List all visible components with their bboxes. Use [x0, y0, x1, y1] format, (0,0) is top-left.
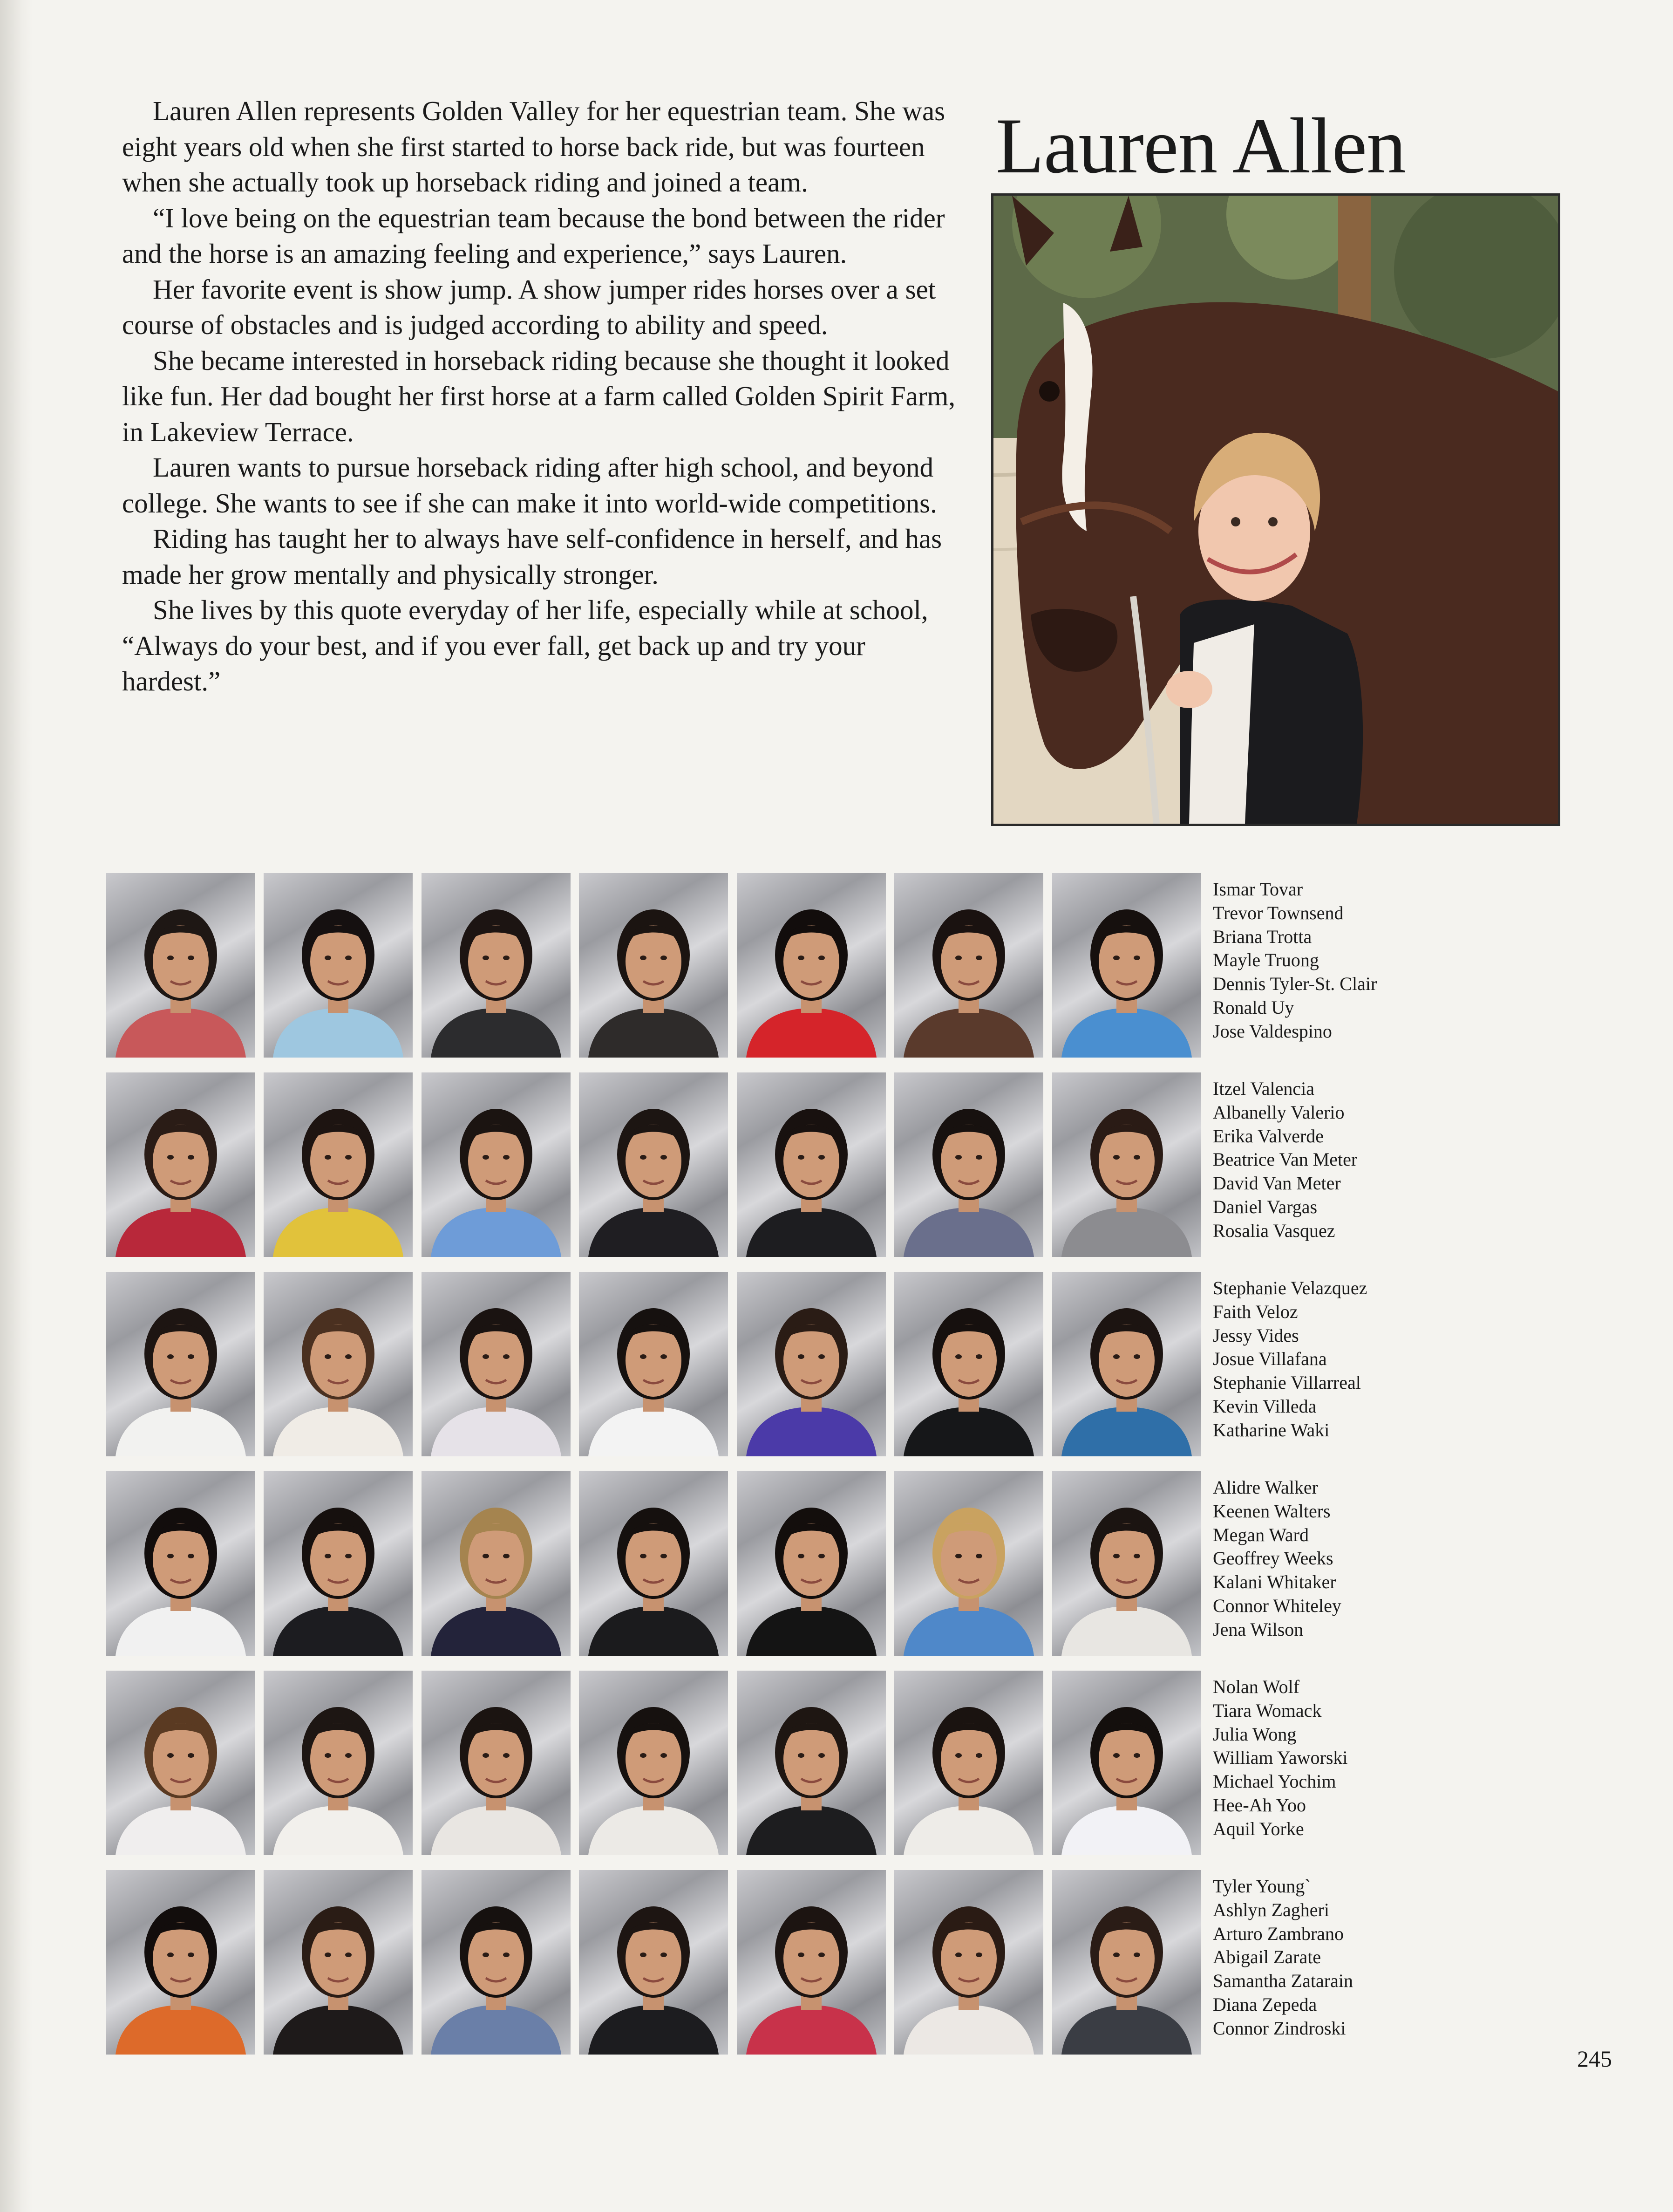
student-portrait	[894, 1072, 1043, 1257]
student-name: Itzel Valencia	[1213, 1078, 1315, 1099]
portrait-photo	[1052, 873, 1201, 1058]
story-paragraph: Lauren Allen represents Golden Valley for her equestrian team. She was eight years old when she first started to horse back ride, but was fourteen when she actually took up horseback riding and joined a team.	[122, 96, 945, 198]
portrait-photo	[579, 1272, 728, 1456]
name-list	[1213, 1875, 1353, 2041]
student-name: Connor Zindroski	[1213, 2017, 1346, 2039]
student-portrait	[264, 1870, 413, 2055]
portrait-photo	[894, 1272, 1043, 1456]
portrait-photo	[106, 873, 255, 1058]
portrait-photo	[106, 1870, 255, 2055]
student-name: Briana Trotta	[1213, 926, 1312, 947]
feature-title: Lauren Allen	[996, 102, 1406, 190]
portrait-photo	[737, 1272, 886, 1456]
story-paragraph: She became interested in horseback riding because she thought it looked like fun. Her dad bought her first horse at a farm called Golden Spirit Farm, in Lakeview Terrace.	[122, 345, 956, 447]
student-portrait	[737, 1870, 886, 2055]
student-name: Geoffrey Weeks	[1213, 1548, 1333, 1569]
student-name: Connor Whiteley	[1213, 1595, 1341, 1616]
student-name: Beatrice Van Meter	[1213, 1149, 1358, 1170]
student-portrait	[264, 1671, 413, 1855]
student-name: Stephanie Villarreal	[1213, 1372, 1361, 1393]
student-name: Trevor Townsend	[1213, 902, 1344, 923]
story-paragraph: “I love being on the equestrian team because the bond between the rider and the horse is an amazing feeling and experience,” says Lauren.	[122, 202, 945, 269]
portrait-row	[106, 1272, 1201, 1458]
story-paragraph: Her favorite event is show jump. A show jumper rides horses over a set course of obstacles and is judged according to ability and speed.	[122, 273, 936, 340]
student-portrait	[579, 1870, 728, 2055]
portrait-photo	[422, 1870, 571, 2055]
student-portrait	[737, 873, 886, 1058]
portrait-photo	[1052, 1671, 1201, 1855]
portrait-photo	[106, 1471, 255, 1656]
portrait-photo	[579, 873, 728, 1058]
story-paragraph: Lauren wants to pursue horseback riding after high school, and beyond college. She wants to see if she can make it into world-wide competitions.	[122, 452, 937, 519]
student-portrait	[1052, 1072, 1201, 1257]
student-portrait	[106, 873, 255, 1058]
portrait-row	[106, 1072, 1201, 1259]
student-name: Erika Valverde	[1213, 1125, 1324, 1147]
page-number: 245	[1577, 2046, 1612, 2072]
student-name: Dennis Tyler-St. Clair	[1213, 973, 1377, 995]
portrait-photo	[1052, 1870, 1201, 2055]
student-portrait	[106, 1671, 255, 1855]
student-portrait	[894, 873, 1043, 1058]
student-portrait	[264, 1471, 413, 1656]
portrait-photo	[106, 1072, 255, 1257]
name-list	[1213, 878, 1377, 1044]
student-portrait	[422, 1272, 571, 1456]
portrait-photo	[737, 873, 886, 1058]
student-portrait	[579, 1072, 728, 1257]
student-name: Katharine Waki	[1213, 1419, 1330, 1441]
student-name: Hee-Ah Yoo	[1213, 1794, 1306, 1816]
feature-photo-image	[993, 196, 1558, 824]
student-portrait	[737, 1272, 886, 1456]
student-portrait	[737, 1671, 886, 1855]
portrait-photo	[422, 873, 571, 1058]
student-portrait	[422, 873, 571, 1058]
student-portrait	[579, 873, 728, 1058]
student-name: Aquil Yorke	[1213, 1818, 1304, 1839]
student-portrait	[106, 1870, 255, 2055]
student-name: William Yaworski	[1213, 1747, 1348, 1768]
feature-story	[122, 93, 970, 699]
student-portrait	[264, 1272, 413, 1456]
student-name: Jena Wilson	[1213, 1618, 1304, 1640]
student-name: Kevin Villeda	[1213, 1395, 1317, 1417]
student-portrait	[422, 1671, 571, 1855]
student-portrait	[737, 1072, 886, 1257]
student-name: Alidre Walker	[1213, 1477, 1318, 1498]
student-name: Ronald Uy	[1213, 997, 1294, 1018]
portrait-row	[106, 1870, 1201, 2056]
portrait-photo	[422, 1471, 571, 1656]
student-name: Michael Yochim	[1213, 1771, 1336, 1792]
portrait-photo	[894, 1870, 1043, 2055]
student-name: Jose Valdespino	[1213, 1020, 1332, 1042]
name-list	[1213, 1077, 1357, 1243]
student-name: Julia Wong	[1213, 1723, 1297, 1745]
student-name: Jessy Vides	[1213, 1324, 1299, 1346]
student-name: Tyler Young`	[1213, 1876, 1311, 1897]
student-name: Daniel Vargas	[1213, 1196, 1318, 1217]
student-portrait	[106, 1072, 255, 1257]
page-binding-shadow	[0, 0, 33, 2212]
name-list	[1213, 1476, 1341, 1642]
portrait-photo	[264, 1671, 413, 1855]
student-name: Ashlyn Zagheri	[1213, 1899, 1329, 1920]
portrait-row	[106, 1671, 1201, 1857]
student-portrait	[894, 1870, 1043, 2055]
portrait-photo	[422, 1272, 571, 1456]
portrait-photo	[422, 1072, 571, 1257]
student-portrait	[106, 1272, 255, 1456]
student-name: Mayle Truong	[1213, 949, 1319, 971]
student-name: Arturo Zambrano	[1213, 1923, 1344, 1944]
portrait-photo	[1052, 1272, 1201, 1456]
student-portrait	[894, 1471, 1043, 1656]
student-name: Abigail Zarate	[1213, 1946, 1321, 1968]
student-portrait	[1052, 873, 1201, 1058]
portrait-photo	[1052, 1072, 1201, 1257]
student-portrait	[894, 1671, 1043, 1855]
student-name: Rosalia Vasquez	[1213, 1220, 1335, 1241]
portrait-photo	[737, 1072, 886, 1257]
student-name: Nolan Wolf	[1213, 1676, 1300, 1697]
student-portrait	[1052, 1272, 1201, 1456]
student-name: Tiara Womack	[1213, 1700, 1322, 1721]
student-portrait	[264, 873, 413, 1058]
student-portrait	[422, 1471, 571, 1656]
portrait-photo	[894, 1671, 1043, 1855]
portrait-photo	[106, 1272, 255, 1456]
portrait-photo	[264, 1870, 413, 2055]
portrait-photo	[106, 1671, 255, 1855]
portrait-photo	[264, 1471, 413, 1656]
student-portrait	[264, 1072, 413, 1257]
portrait-photo	[1052, 1471, 1201, 1656]
student-name: Samantha Zatarain	[1213, 1970, 1353, 1992]
student-portrait	[894, 1272, 1043, 1456]
student-name: Albanelly Valerio	[1213, 1101, 1345, 1123]
feature-photo	[991, 193, 1560, 826]
portrait-photo	[737, 1671, 886, 1855]
name-list	[1213, 1675, 1348, 1841]
portrait-photo	[737, 1471, 886, 1656]
portrait-photo	[264, 873, 413, 1058]
student-portrait	[579, 1272, 728, 1456]
student-name: Diana Zepeda	[1213, 1994, 1317, 2015]
student-name: Ismar Tovar	[1213, 879, 1303, 900]
student-name: Keenen Walters	[1213, 1500, 1331, 1522]
student-name: Kalani Whitaker	[1213, 1571, 1336, 1593]
student-portrait	[737, 1471, 886, 1656]
student-portrait	[579, 1471, 728, 1656]
portrait-photo	[579, 1870, 728, 2055]
portrait-photo	[579, 1671, 728, 1855]
student-name: Faith Veloz	[1213, 1301, 1298, 1322]
story-paragraph: Riding has taught her to always have self-confidence in herself, and has made her grow mentally and physically stronger.	[122, 523, 942, 590]
portrait-photo	[579, 1072, 728, 1257]
story-paragraph: She lives by this quote everyday of her life, especially while at school, “Always do your best, and if you ever fall, get back up and try your hardest.”	[122, 594, 928, 696]
student-name: Megan Ward	[1213, 1524, 1309, 1545]
student-portrait	[1052, 1671, 1201, 1855]
portrait-photo	[264, 1072, 413, 1257]
student-name: Stephanie Velazquez	[1213, 1277, 1367, 1298]
portrait-photo	[894, 1471, 1043, 1656]
portrait-photo	[422, 1671, 571, 1855]
portrait-row	[106, 873, 1201, 1059]
portrait-photo	[264, 1272, 413, 1456]
portrait-photo	[894, 873, 1043, 1058]
student-name: David Van Meter	[1213, 1173, 1341, 1194]
student-portrait	[106, 1471, 255, 1656]
portrait-photo	[894, 1072, 1043, 1257]
student-portrait	[1052, 1870, 1201, 2055]
student-name: Josue Villafana	[1213, 1348, 1327, 1370]
student-portrait	[422, 1072, 571, 1257]
student-portrait	[579, 1671, 728, 1855]
portrait-photo	[737, 1870, 886, 2055]
student-portrait	[1052, 1471, 1201, 1656]
name-list	[1213, 1277, 1367, 1442]
portrait-row	[106, 1471, 1201, 1658]
student-portrait	[422, 1870, 571, 2055]
portrait-photo	[579, 1471, 728, 1656]
